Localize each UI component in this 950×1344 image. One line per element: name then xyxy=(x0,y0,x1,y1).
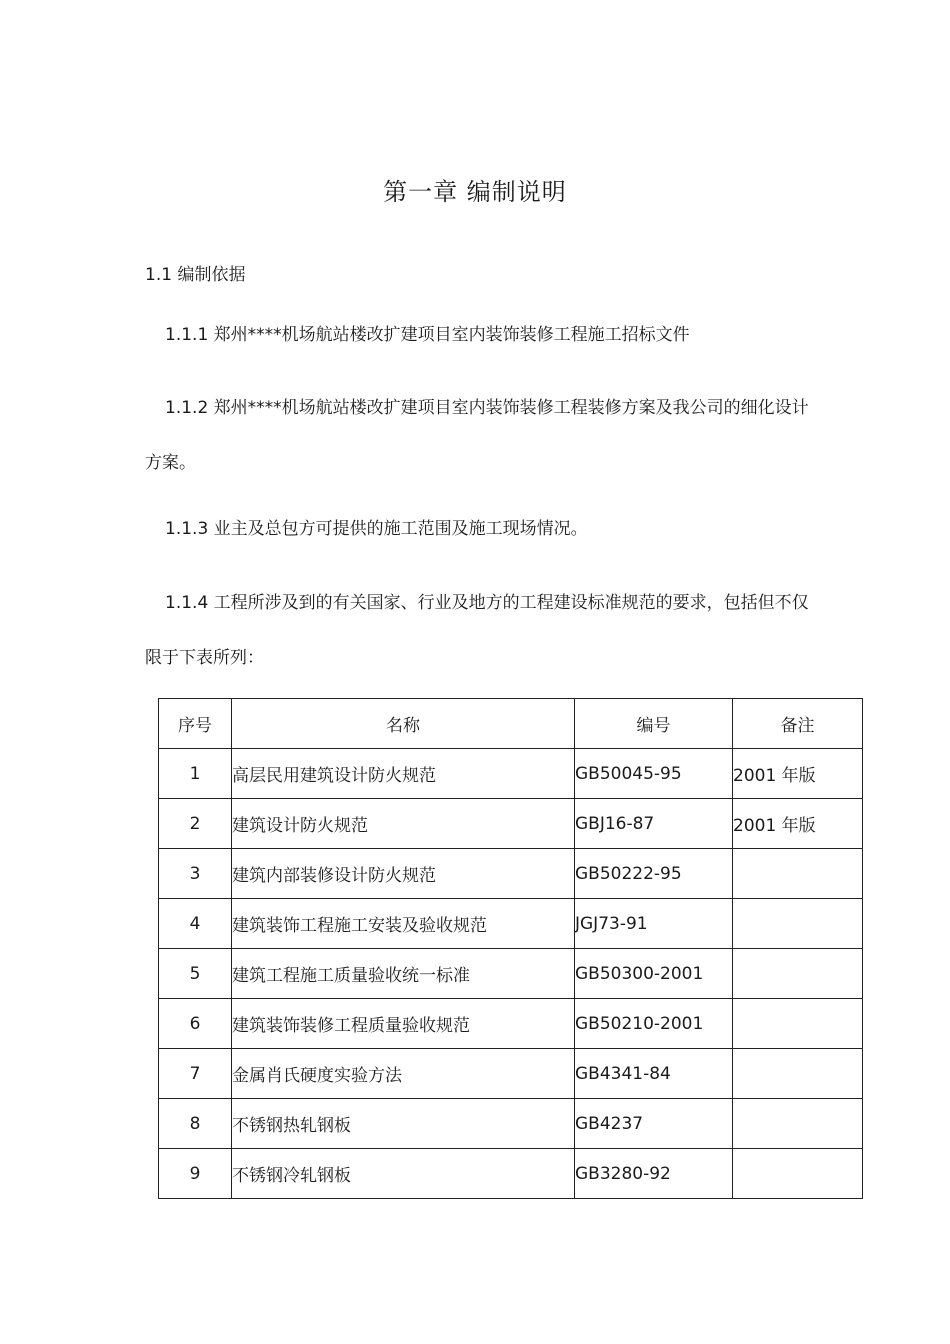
row-name: 建筑内部装修设计防火规范 xyxy=(232,849,575,899)
row-code: GBJ16-87 xyxy=(575,799,733,849)
chapter-title: 第一章 编制说明 xyxy=(383,178,567,206)
table-row xyxy=(159,899,863,949)
row-code: GB50300-2001 xyxy=(575,949,733,999)
table-row xyxy=(159,949,863,999)
table-row xyxy=(159,849,863,899)
row-note xyxy=(733,899,863,949)
row-number: 8 xyxy=(159,1099,232,1149)
row-note xyxy=(733,1049,863,1099)
table-row xyxy=(159,1049,863,1099)
row-note: 2001 年版 xyxy=(733,749,863,799)
row-name: 建筑设计防火规范 xyxy=(232,799,575,849)
row-number: 6 xyxy=(159,999,232,1049)
paragraph-1-1-2: 1.1.2 郑州****机场航站楼改扩建项目室内装饰装修工程装修方案及我公司的细化设计方案。 xyxy=(145,398,809,473)
row-code: GB4341-84 xyxy=(575,1049,733,1099)
header-number: 序号 xyxy=(159,699,232,749)
row-note xyxy=(733,849,863,899)
table-row xyxy=(159,999,863,1049)
row-name: 不锈钢冷轧钢板 xyxy=(232,1149,575,1199)
header-name: 名称 xyxy=(232,699,575,749)
row-number: 5 xyxy=(159,949,232,999)
row-note xyxy=(733,1099,863,1149)
header-note: 备注 xyxy=(733,699,863,749)
row-name: 建筑装饰工程施工安装及验收规范 xyxy=(232,899,575,949)
row-code: GB4237 xyxy=(575,1099,733,1149)
row-note xyxy=(733,999,863,1049)
row-note xyxy=(733,1149,863,1199)
row-code: GB3280-92 xyxy=(575,1149,733,1199)
row-name: 建筑工程施工质量验收统一标准 xyxy=(232,949,575,999)
section-heading: 1.1 编制依据 xyxy=(145,265,246,285)
row-number: 3 xyxy=(159,849,232,899)
row-number: 4 xyxy=(159,899,232,949)
table-row xyxy=(159,799,863,849)
row-name: 建筑装饰装修工程质量验收规范 xyxy=(232,999,575,1049)
row-code: GB50045-95 xyxy=(575,749,733,799)
row-code: JGJ73-91 xyxy=(575,899,733,949)
row-note: 2001 年版 xyxy=(733,799,863,849)
table-row xyxy=(159,749,863,799)
paragraph-1-1-3: 1.1.3 业主及总包方可提供的施工范围及施工现场情况。 xyxy=(165,519,588,539)
header-code: 编号 xyxy=(575,699,733,749)
row-name: 金属肖氏硬度实验方法 xyxy=(232,1049,575,1099)
row-name: 高层民用建筑设计防火规范 xyxy=(232,749,575,799)
row-number: 9 xyxy=(159,1149,232,1199)
paragraph-1-1-1: 1.1.1 郑州****机场航站楼改扩建项目室内装饰装修工程施工招标文件 xyxy=(165,325,690,345)
table-header-row xyxy=(159,699,863,749)
row-number: 2 xyxy=(159,799,232,849)
paragraph-1-1-4: 1.1.4 工程所涉及到的有关国家、行业及地方的工程建设标准规范的要求，包括但不仅限于下表所列： xyxy=(145,593,809,668)
standards-table xyxy=(158,698,863,1199)
row-name: 不锈钢热轧钢板 xyxy=(232,1099,575,1149)
row-code: GB50222-95 xyxy=(575,849,733,899)
row-number: 7 xyxy=(159,1049,232,1099)
row-note xyxy=(733,949,863,999)
table-row xyxy=(159,1099,863,1149)
row-code: GB50210-2001 xyxy=(575,999,733,1049)
row-number: 1 xyxy=(159,749,232,799)
table-row xyxy=(159,1149,863,1199)
